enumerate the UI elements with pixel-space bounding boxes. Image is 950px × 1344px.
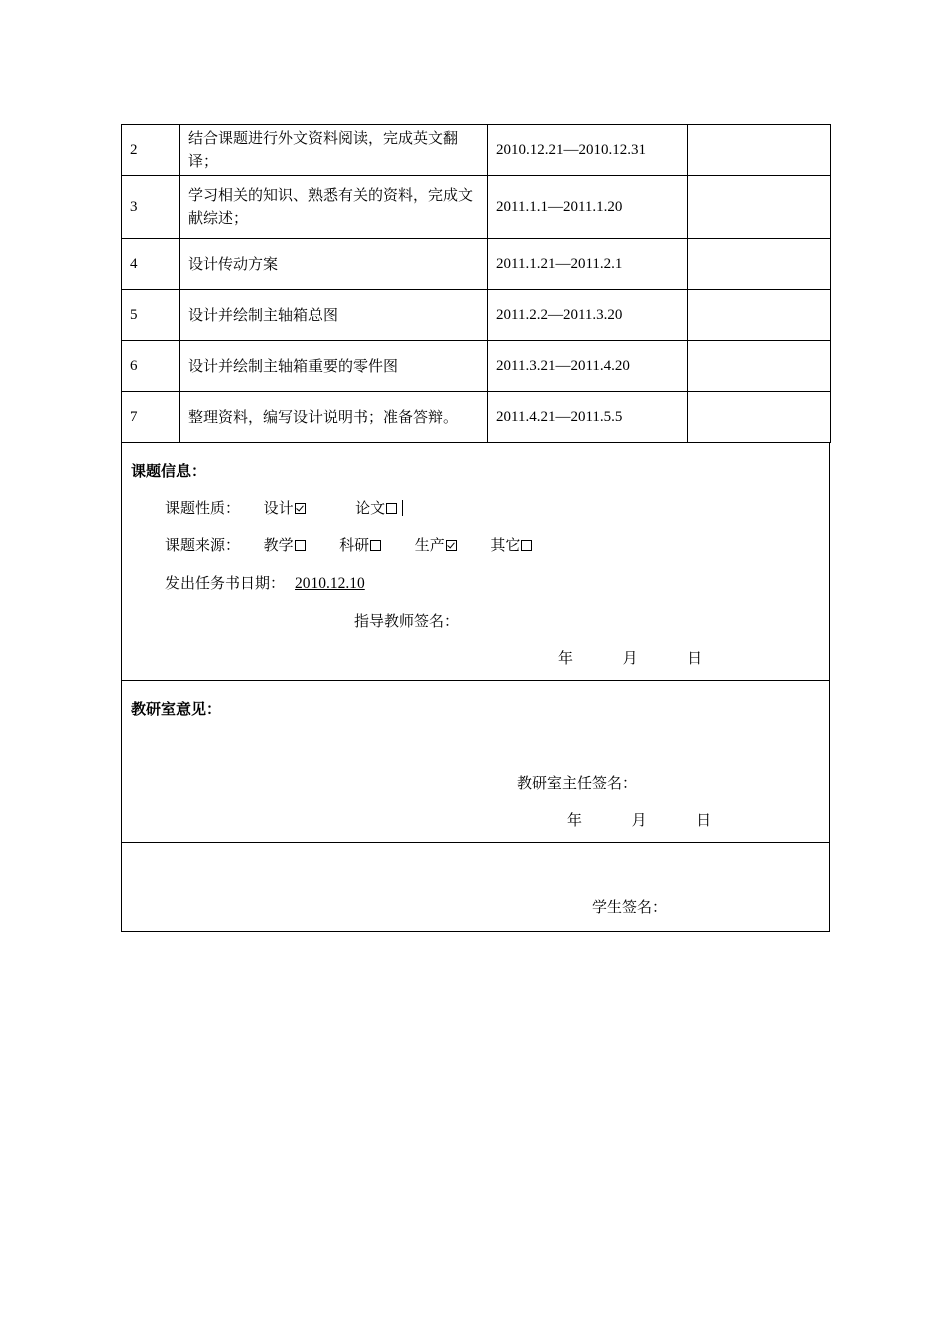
- row-number: 3: [122, 176, 180, 239]
- row-number: 5: [122, 290, 180, 341]
- director-date-row: [567, 809, 711, 830]
- checkbox-empty-icon[interactable]: [370, 540, 381, 551]
- checkbox-checked-icon[interactable]: [446, 540, 457, 551]
- task-description: 结合课题进行外文资料阅读，完成英文翻译；: [180, 125, 488, 176]
- nature-option-thesis[interactable]: 论文: [355, 499, 403, 517]
- student-signature: 学生签名：: [592, 898, 668, 916]
- task-note: [688, 290, 831, 341]
- task-period: 2011.1.21—2011.2.1: [488, 239, 688, 290]
- checkbox-checked-icon[interactable]: [295, 503, 306, 514]
- task-description: 设计并绘制主轴箱重要的零件图: [180, 341, 488, 392]
- advisor-signature: 指导教师签名：: [354, 612, 460, 630]
- source-option-other[interactable]: 其它: [490, 536, 532, 554]
- task-description: 设计传动方案: [180, 239, 488, 290]
- office-opinion-section: [121, 681, 830, 843]
- year-label: 年: [558, 649, 574, 667]
- advisor-date-row: [558, 647, 702, 668]
- source-option-research[interactable]: 科研: [339, 536, 386, 554]
- month-label: 月: [631, 811, 647, 829]
- task-description: 学习相关的知识、熟悉有关的资料，完成文献综述；: [180, 176, 488, 239]
- schedule-table: [121, 124, 831, 443]
- director-signature: 教研室主任签名：: [517, 774, 638, 792]
- task-note: [688, 392, 831, 443]
- day-label: 日: [696, 811, 712, 829]
- task-period: 2010.12.21—2010.12.31: [488, 125, 688, 176]
- source-option-teaching[interactable]: 教学: [264, 536, 311, 554]
- task-period: 2011.3.21—2011.4.20: [488, 341, 688, 392]
- table-row: [122, 290, 831, 341]
- task-period: 2011.2.2—2011.3.20: [488, 290, 688, 341]
- day-label: 日: [687, 649, 703, 667]
- checkbox-empty-icon[interactable]: [386, 503, 397, 514]
- topic-source-row: [165, 534, 532, 555]
- topic-source-label: 课题来源：: [165, 536, 241, 554]
- table-row: [122, 125, 831, 176]
- topic-info-heading: 课题信息：: [131, 462, 207, 480]
- issue-date-label: 发出任务书日期：: [165, 574, 286, 592]
- checkbox-empty-icon[interactable]: [295, 540, 306, 551]
- table-row: [122, 176, 831, 239]
- office-opinion-heading: 教研室意见：: [131, 700, 222, 718]
- task-note: [688, 176, 831, 239]
- source-option-production[interactable]: 生产: [415, 536, 462, 554]
- year-label: 年: [567, 811, 583, 829]
- table-row: [122, 341, 831, 392]
- task-period: 2011.1.1—2011.1.20: [488, 176, 688, 239]
- checkbox-empty-icon[interactable]: [521, 540, 532, 551]
- table-row: [122, 239, 831, 290]
- task-note: [688, 341, 831, 392]
- task-period: 2011.4.21—2011.5.5: [488, 392, 688, 443]
- task-document: [121, 124, 830, 932]
- table-row: [122, 392, 831, 443]
- row-number: 4: [122, 239, 180, 290]
- row-number: 7: [122, 392, 180, 443]
- issue-date-row: [165, 572, 367, 593]
- text-cursor: [402, 500, 403, 516]
- row-number: 6: [122, 341, 180, 392]
- row-number: 2: [122, 125, 180, 176]
- issue-date-value: 2010.12.10: [295, 575, 365, 592]
- task-note: [688, 125, 831, 176]
- topic-nature-label: 课题性质：: [165, 499, 241, 517]
- task-note: [688, 239, 831, 290]
- month-label: 月: [622, 649, 638, 667]
- topic-nature-row: [165, 497, 403, 518]
- task-description: 设计并绘制主轴箱总图: [180, 290, 488, 341]
- nature-option-design[interactable]: 设计: [264, 499, 311, 517]
- topic-info-section: [121, 443, 830, 681]
- task-description: 整理资料，编写设计说明书；准备答辩。: [180, 392, 488, 443]
- student-section: [121, 843, 830, 932]
